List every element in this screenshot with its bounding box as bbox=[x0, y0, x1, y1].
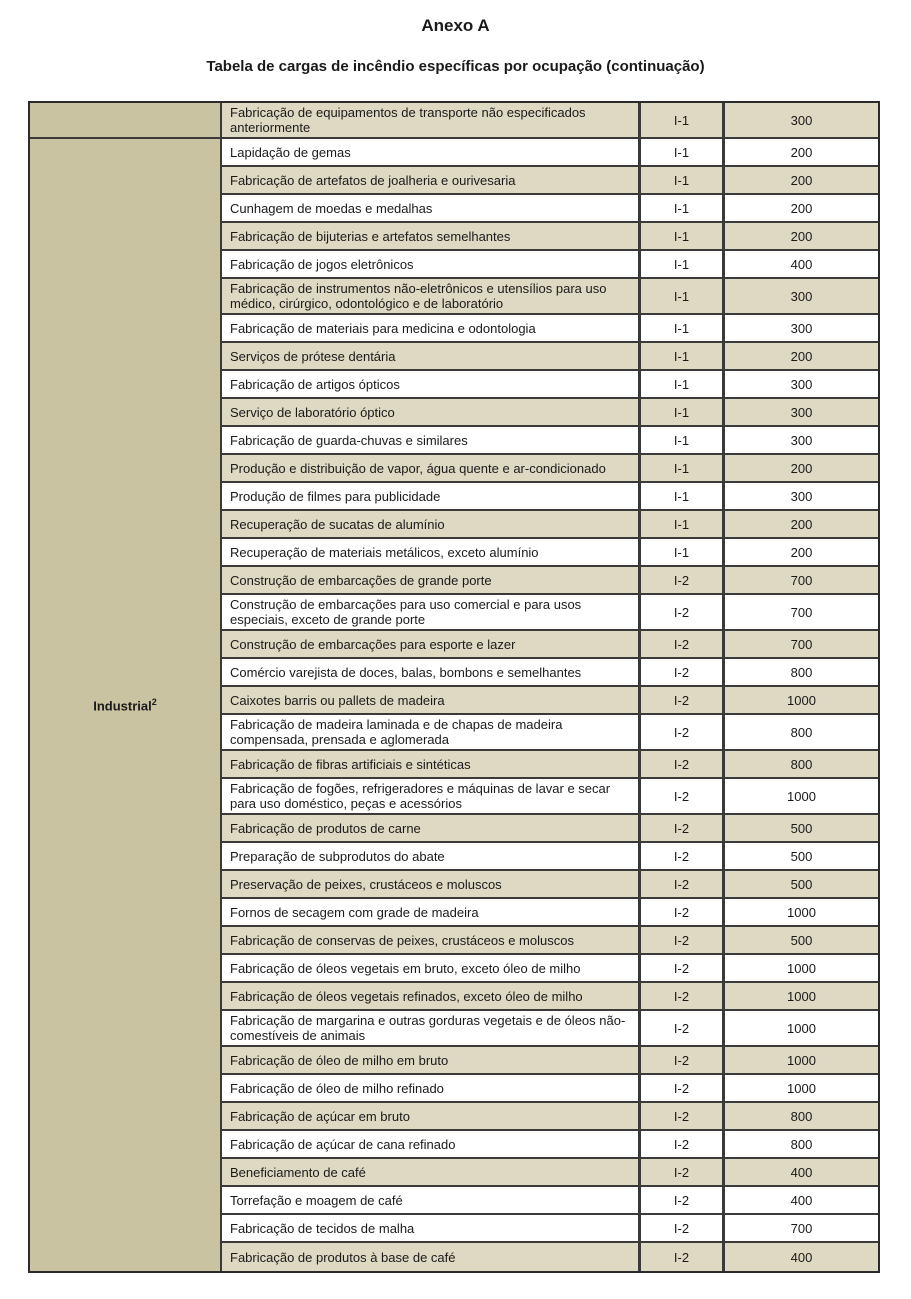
code-cell: I-2 bbox=[641, 1215, 725, 1241]
occupation-cell: Construção de embarcações para uso comercial e para usos especiais, exceto de grande porte bbox=[222, 595, 641, 629]
code-cell: I-1 bbox=[641, 371, 725, 397]
table-row bbox=[222, 595, 878, 631]
fire-load-cell: 200 bbox=[790, 200, 813, 216]
code-cell: I-1 bbox=[641, 315, 725, 341]
code-cell: I-2 bbox=[641, 1131, 725, 1157]
table-row bbox=[222, 455, 878, 483]
fire-load-cell: 200 bbox=[790, 172, 813, 188]
code-cell: I-2 bbox=[641, 871, 725, 897]
table-row bbox=[222, 279, 878, 315]
code-cell: I-1 bbox=[641, 251, 725, 277]
table-row bbox=[222, 631, 878, 659]
occupation-cell: Fornos de secagem com grade de madeira bbox=[222, 899, 641, 925]
code-cell: I-2 bbox=[641, 1243, 725, 1271]
fire-load-cell: 1000 bbox=[787, 1080, 816, 1096]
fire-load-cell: 500 bbox=[790, 876, 813, 892]
table-row bbox=[222, 815, 878, 843]
occupation-cell: Fabricação de guarda-chuvas e similares bbox=[222, 427, 641, 453]
code-cell: I-2 bbox=[641, 1075, 725, 1101]
table-rows bbox=[222, 103, 878, 1271]
occupation-cell: Fabricação de margarina e outras gorduras vegetais e de óleos não-comestíveis de animais bbox=[222, 1011, 641, 1045]
occupation-cell: Fabricação de jogos eletrônicos bbox=[222, 251, 641, 277]
occupation-cell: Fabricação de tecidos de malha bbox=[222, 1215, 641, 1241]
table-row bbox=[222, 871, 878, 899]
code-cell: I-2 bbox=[641, 659, 725, 685]
occupation-cell: Caixotes barris ou pallets de madeira bbox=[222, 687, 641, 713]
table-row bbox=[222, 567, 878, 595]
occupation-cell: Fabricação de artigos ópticos bbox=[222, 371, 641, 397]
code-cell: I-1 bbox=[641, 399, 725, 425]
occupation-cell: Recuperação de materiais metálicos, exceto alumínio bbox=[222, 539, 641, 565]
table-row bbox=[222, 315, 878, 343]
fire-load-cell: 800 bbox=[790, 724, 813, 740]
occupation-cell: Lapidação de gemas bbox=[222, 139, 641, 165]
table-row bbox=[222, 399, 878, 427]
occupation-cell: Fabricação de bijuterias e artefatos semelhantes bbox=[222, 223, 641, 249]
fire-load-table bbox=[28, 101, 880, 1273]
code-cell: I-2 bbox=[641, 1103, 725, 1129]
table-row bbox=[222, 1187, 878, 1215]
table-row bbox=[222, 167, 878, 195]
table-row bbox=[222, 343, 878, 371]
occupation-cell: Preservação de peixes, crustáceos e moluscos bbox=[222, 871, 641, 897]
table-row bbox=[222, 1131, 878, 1159]
occupation-cell: Fabricação de açúcar em bruto bbox=[222, 1103, 641, 1129]
occupation-cell: Fabricação de fogões, refrigeradores e máquinas de lavar e secar para uso doméstico, peças e acessórios bbox=[222, 779, 641, 813]
group-cell-industrial bbox=[30, 139, 220, 1271]
fire-load-cell: 700 bbox=[790, 1220, 813, 1236]
fire-load-cell: 1000 bbox=[787, 904, 816, 920]
table-row bbox=[222, 843, 878, 871]
code-cell: I-2 bbox=[641, 567, 725, 593]
fire-load-cell: 400 bbox=[790, 256, 813, 272]
table-row bbox=[222, 251, 878, 279]
table-row bbox=[222, 1243, 878, 1271]
fire-load-cell: 200 bbox=[790, 460, 813, 476]
table-row bbox=[222, 1047, 878, 1075]
table-row bbox=[222, 427, 878, 455]
code-cell: I-1 bbox=[641, 539, 725, 565]
fire-load-cell: 800 bbox=[790, 756, 813, 772]
code-cell: I-2 bbox=[641, 983, 725, 1009]
fire-load-cell: 1000 bbox=[787, 988, 816, 1004]
occupation-cell: Fabricação de conservas de peixes, crustáceos e moluscos bbox=[222, 927, 641, 953]
fire-load-cell: 1000 bbox=[787, 788, 816, 804]
table-row bbox=[222, 539, 878, 567]
table-row bbox=[222, 899, 878, 927]
table-row bbox=[222, 1215, 878, 1243]
code-cell: I-1 bbox=[641, 343, 725, 369]
table-row bbox=[222, 511, 878, 539]
fire-load-cell: 300 bbox=[790, 404, 813, 420]
fire-load-cell: 400 bbox=[790, 1249, 813, 1265]
fire-load-cell: 500 bbox=[790, 932, 813, 948]
code-cell: I-1 bbox=[641, 167, 725, 193]
fire-load-cell: 800 bbox=[790, 1108, 813, 1124]
fire-load-cell: 300 bbox=[790, 320, 813, 336]
occupation-cell: Torrefação e moagem de café bbox=[222, 1187, 641, 1213]
fire-load-cell: 300 bbox=[790, 288, 813, 304]
group-column bbox=[30, 103, 222, 1271]
occupation-cell: Fabricação de produtos de carne bbox=[222, 815, 641, 841]
code-cell: I-2 bbox=[641, 687, 725, 713]
code-cell: I-2 bbox=[641, 751, 725, 777]
occupation-cell: Produção e distribuição de vapor, água quente e ar-condicionado bbox=[222, 455, 641, 481]
code-cell: I-1 bbox=[641, 483, 725, 509]
fire-load-cell: 800 bbox=[790, 1136, 813, 1152]
occupation-cell: Cunhagem de moedas e medalhas bbox=[222, 195, 641, 221]
fire-load-cell: 300 bbox=[790, 112, 813, 128]
occupation-cell: Fabricação de óleo de milho refinado bbox=[222, 1075, 641, 1101]
occupation-cell: Beneficiamento de café bbox=[222, 1159, 641, 1185]
fire-load-cell: 500 bbox=[790, 820, 813, 836]
table-row bbox=[222, 1075, 878, 1103]
code-cell: I-2 bbox=[641, 815, 725, 841]
fire-load-cell: 300 bbox=[790, 376, 813, 392]
previous-group-empty-cell bbox=[30, 103, 220, 139]
code-cell: I-1 bbox=[641, 511, 725, 537]
code-cell: I-2 bbox=[641, 843, 725, 869]
table-row bbox=[222, 1011, 878, 1047]
occupation-cell: Produção de filmes para publicidade bbox=[222, 483, 641, 509]
code-cell: I-2 bbox=[641, 899, 725, 925]
fire-load-cell: 200 bbox=[790, 144, 813, 160]
table-row bbox=[222, 659, 878, 687]
table-row bbox=[222, 483, 878, 511]
fire-load-cell: 400 bbox=[790, 1164, 813, 1180]
occupation-cell: Construção de embarcações de grande porte bbox=[222, 567, 641, 593]
table-row bbox=[222, 779, 878, 815]
code-cell: I-2 bbox=[641, 1047, 725, 1073]
page-title: Anexo A bbox=[421, 16, 490, 35]
table-row bbox=[222, 103, 878, 139]
fire-load-cell: 1000 bbox=[787, 1052, 816, 1068]
code-cell: I-2 bbox=[641, 715, 725, 749]
fire-load-cell: 700 bbox=[790, 604, 813, 620]
code-cell: I-1 bbox=[641, 223, 725, 249]
table-row bbox=[222, 751, 878, 779]
table-row bbox=[222, 687, 878, 715]
table-row bbox=[222, 139, 878, 167]
occupation-cell: Fabricação de artefatos de joalheria e ourivesaria bbox=[222, 167, 641, 193]
fire-load-cell: 1000 bbox=[787, 960, 816, 976]
fire-load-cell: 800 bbox=[790, 664, 813, 680]
fire-load-cell: 300 bbox=[790, 488, 813, 504]
fire-load-cell: 400 bbox=[790, 1192, 813, 1208]
code-cell: I-2 bbox=[641, 631, 725, 657]
occupation-cell: Fabricação de madeira laminada e de chapas de madeira compensada, prensada e aglomerada bbox=[222, 715, 641, 749]
occupation-cell: Fabricação de óleos vegetais refinados, exceto óleo de milho bbox=[222, 983, 641, 1009]
fire-load-cell: 200 bbox=[790, 348, 813, 364]
table-row bbox=[222, 955, 878, 983]
occupation-cell: Serviço de laboratório óptico bbox=[222, 399, 641, 425]
code-cell: I-1 bbox=[641, 455, 725, 481]
fire-load-cell: 700 bbox=[790, 636, 813, 652]
page-subtitle: Tabela de cargas de incêndio específicas por ocupação (continuação) bbox=[206, 58, 705, 75]
table-row bbox=[222, 1159, 878, 1187]
occupation-cell: Serviços de prótese dentária bbox=[222, 343, 641, 369]
code-cell: I-1 bbox=[641, 279, 725, 313]
table-row bbox=[222, 927, 878, 955]
table-row bbox=[222, 1103, 878, 1131]
occupation-cell: Fabricação de materiais para medicina e odontologia bbox=[222, 315, 641, 341]
fire-load-cell: 700 bbox=[790, 572, 813, 588]
occupation-cell: Fabricação de equipamentos de transporte não especificados anteriormente bbox=[222, 103, 641, 137]
code-cell: I-2 bbox=[641, 927, 725, 953]
code-cell: I-1 bbox=[641, 139, 725, 165]
fire-load-cell: 200 bbox=[790, 228, 813, 244]
code-cell: I-1 bbox=[641, 427, 725, 453]
code-cell: I-1 bbox=[641, 103, 725, 137]
occupation-cell: Construção de embarcações para esporte e lazer bbox=[222, 631, 641, 657]
table-row bbox=[222, 371, 878, 399]
group-label: Industrial$^2$ bbox=[93, 696, 157, 714]
fire-load-cell: 1000 bbox=[787, 1020, 816, 1036]
table-row bbox=[222, 715, 878, 751]
occupation-cell: Fabricação de óleo de milho em bruto bbox=[222, 1047, 641, 1073]
fire-load-cell: 300 bbox=[790, 432, 813, 448]
fire-load-cell: 200 bbox=[790, 544, 813, 560]
table-row bbox=[222, 195, 878, 223]
occupation-cell: Fabricação de açúcar de cana refinado bbox=[222, 1131, 641, 1157]
code-cell: I-2 bbox=[641, 779, 725, 813]
occupation-cell: Fabricação de instrumentos não-eletrônicos e utensílios para uso médico, cirúrgico, odontológico e de laboratório bbox=[222, 279, 641, 313]
code-cell: I-2 bbox=[641, 1011, 725, 1045]
fire-load-cell: 1000 bbox=[787, 692, 816, 708]
table-row bbox=[222, 983, 878, 1011]
table-row bbox=[222, 223, 878, 251]
occupation-cell: Fabricação de óleos vegetais em bruto, exceto óleo de milho bbox=[222, 955, 641, 981]
occupation-cell: Fabricação de produtos à base de café bbox=[222, 1243, 641, 1271]
fire-load-cell: 500 bbox=[790, 848, 813, 864]
code-cell: I-2 bbox=[641, 1159, 725, 1185]
occupation-cell: Preparação de subprodutos do abate bbox=[222, 843, 641, 869]
code-cell: I-1 bbox=[641, 195, 725, 221]
code-cell: I-2 bbox=[641, 595, 725, 629]
occupation-cell: Comércio varejista de doces, balas, bombons e semelhantes bbox=[222, 659, 641, 685]
code-cell: I-2 bbox=[641, 955, 725, 981]
occupation-cell: Recuperação de sucatas de alumínio bbox=[222, 511, 641, 537]
occupation-cell: Fabricação de fibras artificiais e sintéticas bbox=[222, 751, 641, 777]
fire-load-cell: 200 bbox=[790, 516, 813, 532]
code-cell: I-2 bbox=[641, 1187, 725, 1213]
